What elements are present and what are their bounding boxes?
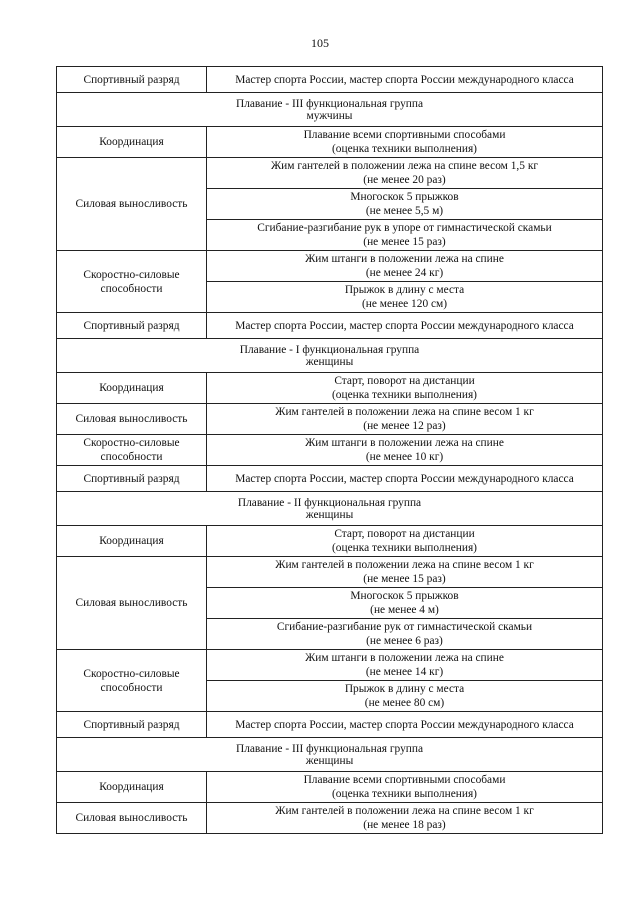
group-header-cell: [57, 738, 603, 772]
test-norm: (не менее 14 кг): [365, 666, 444, 678]
test-row: [57, 435, 603, 466]
test-cell: [207, 251, 603, 282]
test-name: Плавание всеми спортивными способами: [303, 774, 506, 786]
test-cell: [207, 772, 603, 803]
test-name: Жим гантелей в положении лежа на спине весом 1,5 кг: [270, 160, 539, 172]
group-header-cell: [57, 339, 603, 373]
test-norm: (не менее 5,5 м): [365, 205, 444, 217]
group-subtitle: женщины: [305, 355, 354, 368]
standards-table-body: [57, 67, 603, 834]
rank-row: [57, 712, 603, 738]
group-header-row: [57, 93, 603, 127]
test-cell: [207, 127, 603, 158]
group-title: Плавание - III функциональная группа: [235, 742, 424, 755]
category-cell: Силовая выносливость: [57, 803, 207, 834]
test-cell: [207, 373, 603, 404]
test-cell: [207, 803, 603, 834]
category-cell: Координация: [57, 526, 207, 557]
test-cell: [207, 557, 603, 588]
test-name: Прыжок в длину с места: [344, 284, 465, 296]
rank-value-cell: Мастер спорта России, мастер спорта России международного класса: [207, 313, 603, 339]
test-row: [57, 557, 603, 588]
rank-value-cell: Мастер спорта России, мастер спорта России международного класса: [207, 712, 603, 738]
group-header-cell: [57, 93, 603, 127]
category-cell: Координация: [57, 127, 207, 158]
test-cell: [207, 158, 603, 189]
test-name: Сгибание-разгибание рук в упоре от гимнастической скамьи: [257, 222, 552, 234]
category-cell: Спортивный разряд: [57, 313, 207, 339]
test-name: Многоскок 5 прыжков: [350, 590, 459, 602]
test-norm: (не менее 6 раз): [366, 635, 443, 647]
category-cell: Скоростно-силовые способности: [57, 435, 207, 466]
group-header-row: [57, 339, 603, 373]
test-norm: (не менее 120 см): [361, 298, 448, 310]
test-norm: (не менее 20 раз): [363, 174, 446, 186]
test-norm: (не менее 12 раз): [363, 420, 446, 432]
test-name: Прыжок в длину с места: [344, 683, 465, 695]
rank-row: [57, 466, 603, 492]
test-norm: (оценка техники выполнения): [332, 389, 477, 401]
test-norm: (не менее 10 кг): [365, 451, 444, 463]
category-cell: Координация: [57, 772, 207, 803]
test-name: Старт, поворот на дистанции: [334, 375, 475, 387]
group-subtitle: мужчины: [306, 109, 353, 122]
category-cell: Силовая выносливость: [57, 158, 207, 251]
category-cell: Скоростно-силовые способности: [57, 650, 207, 712]
test-row: [57, 772, 603, 803]
test-norm: (не менее 15 раз): [363, 236, 446, 248]
category-cell: Силовая выносливость: [57, 557, 207, 650]
test-norm: (не менее 18 раз): [363, 819, 446, 831]
test-name: Многоскок 5 прыжков: [350, 191, 459, 203]
category-cell: Координация: [57, 373, 207, 404]
test-name: Старт, поворот на дистанции: [334, 528, 475, 540]
test-cell: [207, 435, 603, 466]
test-norm: (не менее 15 раз): [363, 573, 446, 585]
test-cell: [207, 526, 603, 557]
test-cell: [207, 404, 603, 435]
test-cell: [207, 282, 603, 313]
group-header-cell: [57, 492, 603, 526]
test-name: Жим гантелей в положении лежа на спине весом 1 кг: [275, 559, 534, 571]
test-name: Сгибание-разгибание рук от гимнастической скамьи: [276, 621, 533, 633]
standards-table: [56, 66, 603, 834]
rank-value-cell: Мастер спорта России, мастер спорта России международного класса: [207, 466, 603, 492]
group-title: Плавание - II функциональная группа: [237, 496, 422, 509]
category-cell: Силовая выносливость: [57, 404, 207, 435]
test-name: Жим штанги в положении лежа на спине: [305, 253, 504, 265]
test-row: [57, 127, 603, 158]
rank-row: [57, 313, 603, 339]
test-norm: (не менее 4 м): [370, 604, 439, 616]
test-cell: [207, 220, 603, 251]
test-name: Жим штанги в положении лежа на спине: [305, 652, 504, 664]
test-name: Жим гантелей в положении лежа на спине весом 1 кг: [275, 406, 534, 418]
test-row: [57, 803, 603, 834]
category-cell: Скоростно-силовые способности: [57, 251, 207, 313]
test-cell: [207, 619, 603, 650]
test-norm: (оценка техники выполнения): [332, 788, 477, 800]
category-cell: Спортивный разряд: [57, 712, 207, 738]
test-norm: (не менее 80 см): [364, 697, 445, 709]
rank-row: [57, 67, 603, 93]
category-cell: Спортивный разряд: [57, 67, 207, 93]
test-name: Плавание всеми спортивными способами: [303, 129, 506, 141]
test-norm: (оценка техники выполнения): [332, 542, 477, 554]
test-norm: (не менее 24 кг): [365, 267, 444, 279]
test-name: Жим гантелей в положении лежа на спине весом 1 кг: [275, 805, 534, 817]
test-row: [57, 373, 603, 404]
group-subtitle: женщины: [305, 508, 354, 521]
group-header-row: [57, 492, 603, 526]
test-row: [57, 526, 603, 557]
group-title: Плавание - III функциональная группа: [235, 97, 424, 110]
test-row: [57, 650, 603, 681]
test-cell: [207, 588, 603, 619]
test-norm: (оценка техники выполнения): [332, 143, 477, 155]
test-row: [57, 251, 603, 282]
test-name: Жим штанги в положении лежа на спине: [305, 437, 504, 449]
test-row: [57, 404, 603, 435]
test-cell: [207, 650, 603, 681]
test-row: [57, 158, 603, 189]
group-header-row: [57, 738, 603, 772]
test-cell: [207, 681, 603, 712]
test-cell: [207, 189, 603, 220]
group-title: Плавание - I функциональная группа: [239, 343, 420, 356]
page-number: 105: [311, 36, 329, 50]
category-cell: Спортивный разряд: [57, 466, 207, 492]
group-subtitle: женщины: [305, 754, 354, 767]
rank-value-cell: Мастер спорта России, мастер спорта России международного класса: [207, 67, 603, 93]
